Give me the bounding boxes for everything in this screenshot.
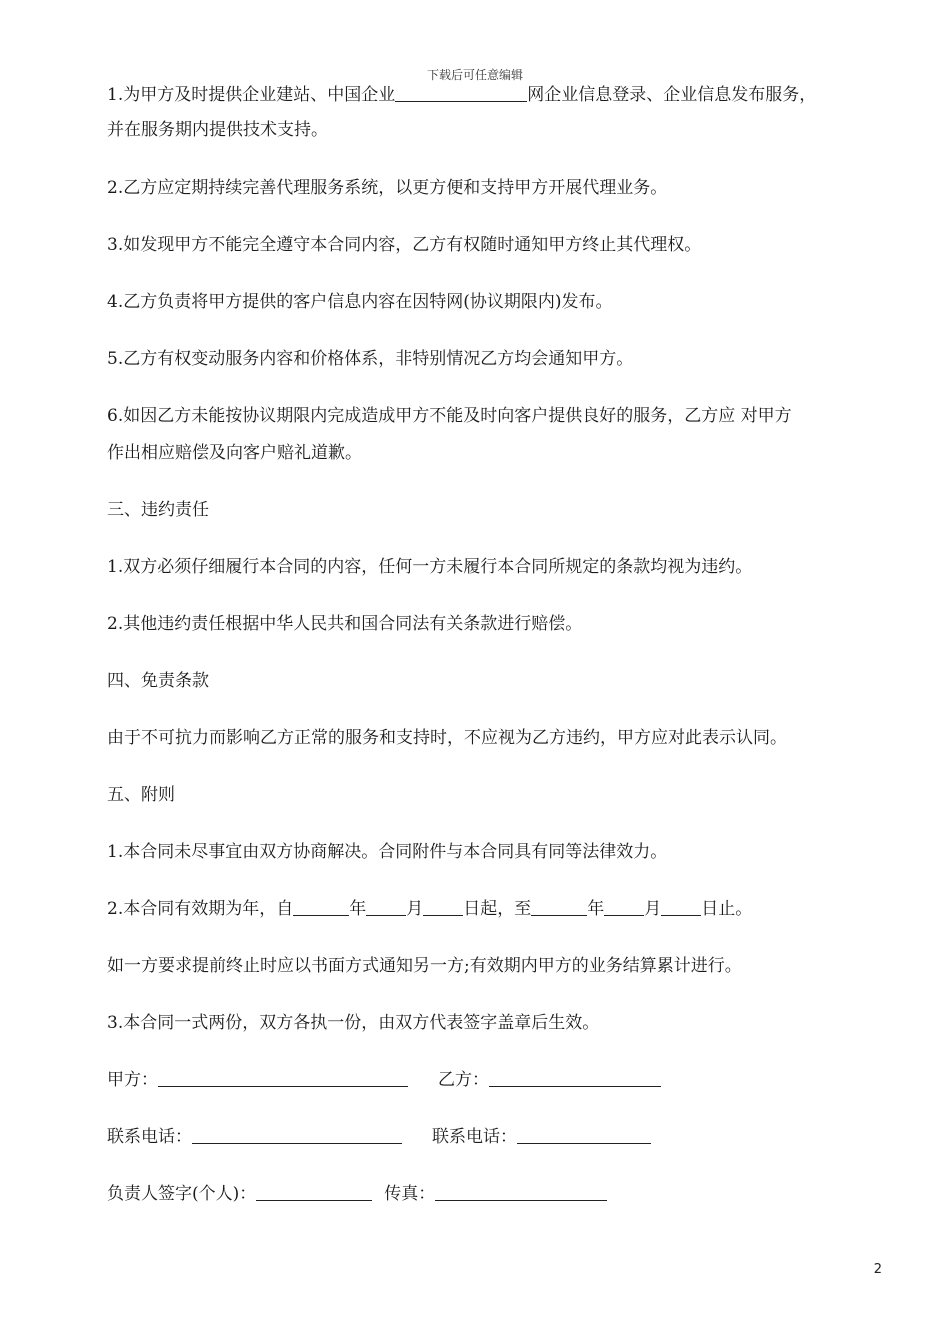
section-title-supplementary: 五、附则 bbox=[107, 785, 175, 805]
blank-year-from[interactable] bbox=[293, 897, 349, 916]
blank-month-to[interactable] bbox=[604, 897, 644, 916]
signature-row-phones bbox=[107, 1122, 897, 1152]
clause-breach-1: 1.双方必须仔细履行本合同的内容，任何一方未履行本合同所规定的条款均视为违约。 bbox=[107, 557, 753, 577]
label-year: 年 bbox=[349, 899, 367, 919]
party-b-field[interactable] bbox=[489, 1068, 661, 1087]
blank-field[interactable] bbox=[395, 83, 527, 102]
signature-row-parties bbox=[107, 1065, 897, 1095]
clause-supp-1: 1.本合同未尽事宜由双方协商解决。合同附件与本合同具有同等法律效力。 bbox=[107, 842, 668, 862]
label-party-b: 乙方： bbox=[438, 1070, 489, 1090]
page-number: 2 bbox=[873, 1262, 882, 1277]
fax-field[interactable] bbox=[435, 1182, 607, 1201]
phone-a-field[interactable] bbox=[192, 1125, 402, 1144]
clause-b1-line1 bbox=[107, 80, 897, 110]
clause-b6-line1: 6.如因乙方未能按协议期限内完成造成甲方不能及时向客户提供良好的服务，乙方应 对甲方 bbox=[107, 406, 792, 426]
clause-b1-line2: 并在服务期内提供技术支持。 bbox=[107, 120, 328, 140]
clause-b5: 5.乙方有权变动服务内容和价格体系，非特别情况乙方均会通知甲方。 bbox=[107, 349, 634, 369]
blank-day-from[interactable] bbox=[423, 897, 463, 916]
label-day-to: 日止。 bbox=[701, 899, 753, 919]
clause-b2: 2.乙方应定期持续完善代理服务系统，以更方便和支持甲方开展代理业务。 bbox=[107, 178, 668, 198]
clause-breach-2: 2.其他违约责任根据中华人民共和国合同法有关条款进行赔偿。 bbox=[107, 614, 583, 634]
clause-supp-2 bbox=[107, 894, 897, 924]
label-day-from: 日起，至 bbox=[463, 899, 532, 919]
blank-year-to[interactable] bbox=[531, 897, 587, 916]
label-month: 月 bbox=[644, 899, 662, 919]
section-title-breach: 三、违约责任 bbox=[107, 500, 209, 520]
clause-b1-text-a: 1.为甲方及时提供企业建站、中国企业 bbox=[107, 85, 396, 105]
blank-month-from[interactable] bbox=[366, 897, 406, 916]
label-phone-a: 联系电话： bbox=[107, 1127, 192, 1147]
signature-row-signer bbox=[107, 1179, 897, 1209]
label-phone-b: 联系电话： bbox=[432, 1127, 517, 1147]
party-a-field[interactable] bbox=[158, 1068, 408, 1087]
page-header: 下载后可任意编辑 bbox=[426, 68, 523, 82]
clause-supp-3: 3.本合同一式两份，双方各执一份，由双方代表签字盖章后生效。 bbox=[107, 1013, 600, 1033]
label-year: 年 bbox=[587, 899, 605, 919]
blank-day-to[interactable] bbox=[661, 897, 701, 916]
clause-b4: 4.乙方负责将甲方提供的客户信息内容在因特网(协议期限内)发布。 bbox=[107, 292, 613, 312]
section-title-exemption: 四、免责条款 bbox=[107, 671, 209, 691]
label-signer: 负责人签字(个人)： bbox=[107, 1184, 257, 1204]
label-fax: 传真： bbox=[384, 1184, 436, 1204]
clause-b6-line2: 作出相应赔偿及向客户赔礼道歉。 bbox=[107, 443, 362, 463]
clause-b3: 3.如发现甲方不能完全遵守本合同内容，乙方有权随时通知甲方终止其代理权。 bbox=[107, 235, 702, 255]
clause-b1-text-b: 网企业信息登录、企业信息发布服务， bbox=[527, 85, 817, 105]
clause-exemption: 由于不可抗力而影响乙方正常的服务和支持时，不应视为乙方违约，甲方应对此表示认同。 bbox=[107, 728, 787, 748]
label-month: 月 bbox=[406, 899, 424, 919]
clause-supp-2b: 如一方要求提前终止时应以书面方式通知另一方;有效期内甲方的业务结算累计进行。 bbox=[107, 956, 742, 976]
phone-b-field[interactable] bbox=[517, 1125, 651, 1144]
clause-supp-2-text: 2.本合同有效期为年，自 bbox=[107, 899, 294, 919]
label-party-a: 甲方： bbox=[107, 1070, 158, 1090]
signer-field[interactable] bbox=[256, 1182, 372, 1201]
